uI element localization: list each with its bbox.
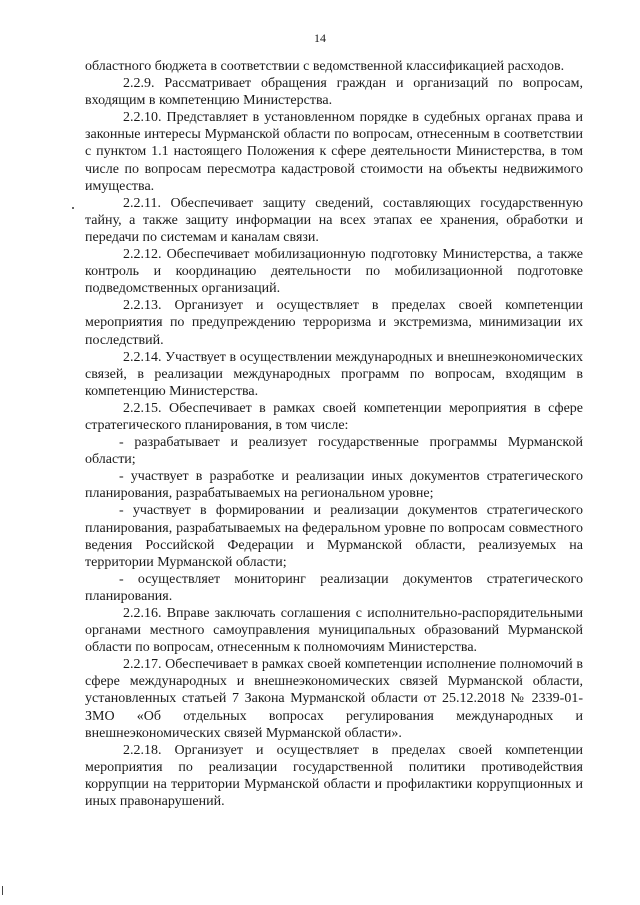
list-item-develops-programs: - разрабатывает и реализует государственные программы Мурманской области; — [85, 435, 583, 468]
list-item-regional-documents: - участвует в разработке и реализации иных документов стратегического планирования, разрабатываемых на региональном уровне; — [85, 469, 583, 502]
page-number: 14 — [314, 31, 326, 45]
paragraph-2-2-12: 2.2.12. Обеспечивает мобилизационную подготовку Министерства, а также контроль и координацию деятельности по мобилизационной подготовке подведомственных организаций. — [85, 247, 583, 297]
list-item-federal-documents: - участвует в формировании и реализации документов стратегического планирования, разрабатываемых на федеральном уровне по вопросам совместного ведения Российской Федерации и Мурманской области, реализуемых на территории Мурманской области; — [85, 503, 583, 570]
paragraph-2-2-18: 2.2.18. Организует и осуществляет в пределах своей компетенции мероприятия по реализации государственной политики противодействия коррупции на территории Мурманской области и профилактики коррупционных и иных правонарушений. — [85, 742, 583, 810]
list-item-monitoring: - осуществляет мониторинг реализации документов стратегического планирования. — [85, 571, 583, 604]
paragraph-2-2-17: 2.2.17. Обеспечивает в рамках своей компетенции исполнение полномочий в сфере международных и внешнеэкономических связей Мурманской области, установленных статьей 7 Закона Мурманской области от 25.12.2018 № 2339-01-ЗМО «Об отдельных вопросах регулирования международных и внешнеэкономических связей Мурманской области». — [85, 657, 583, 741]
paragraph-2-2-11: 2.2.11. Обеспечивает защиту сведений, составляющих государственную тайну, а также защиту информации на всех этапах ее хранения, обработки и передачи по системам и каналам связи. — [85, 195, 583, 245]
scan-artifact-mark — [2, 886, 3, 895]
paragraph-2-2-9: 2.2.9. Рассматривает обращения граждан и организаций по вопросам, входящим в компетенцию Министерства. — [85, 76, 583, 109]
paragraph-continuation: областного бюджета в соответствии с ведомственной классификацией расходов. — [85, 59, 565, 74]
paragraph-2-2-13: 2.2.13. Организует и осуществляет в пределах своей компетенции мероприятия по предупреждению терроризма и экстремизма, минимизации их последствий. — [85, 298, 583, 348]
paragraph-2-2-14: 2.2.14. Участвует в осуществлении международных и внешнеэкономических связей, в реализации международных программ по вопросам, входящим в компетенцию Министерства. — [85, 349, 583, 399]
paragraph-2-2-16: 2.2.16. Вправе заключать соглашения с исполнительно-распорядительными органами местного самоуправления муниципальных образований Мурманской области по вопросам, отнесенным к полномочиям Министерства. — [85, 606, 583, 656]
scan-artifact-dot — [72, 207, 74, 209]
paragraph-2-2-15: 2.2.15. Обеспечивает в рамках своей компетенции мероприятия в сфере стратегического планирования, в том числе: — [85, 400, 583, 433]
paragraph-2-2-10: 2.2.10. Представляет в установленном порядке в судебных органах права и законные интересы Мурманской области по вопросам, отнесенным в соответствии с пунктом 1.1 настоящего Положения к сфере деятельности Министерства, в том числе по вопросам пересмотра кадастровой стоимости на объекты недвижимого имущества. — [85, 110, 583, 194]
document-body — [85, 58, 583, 810]
